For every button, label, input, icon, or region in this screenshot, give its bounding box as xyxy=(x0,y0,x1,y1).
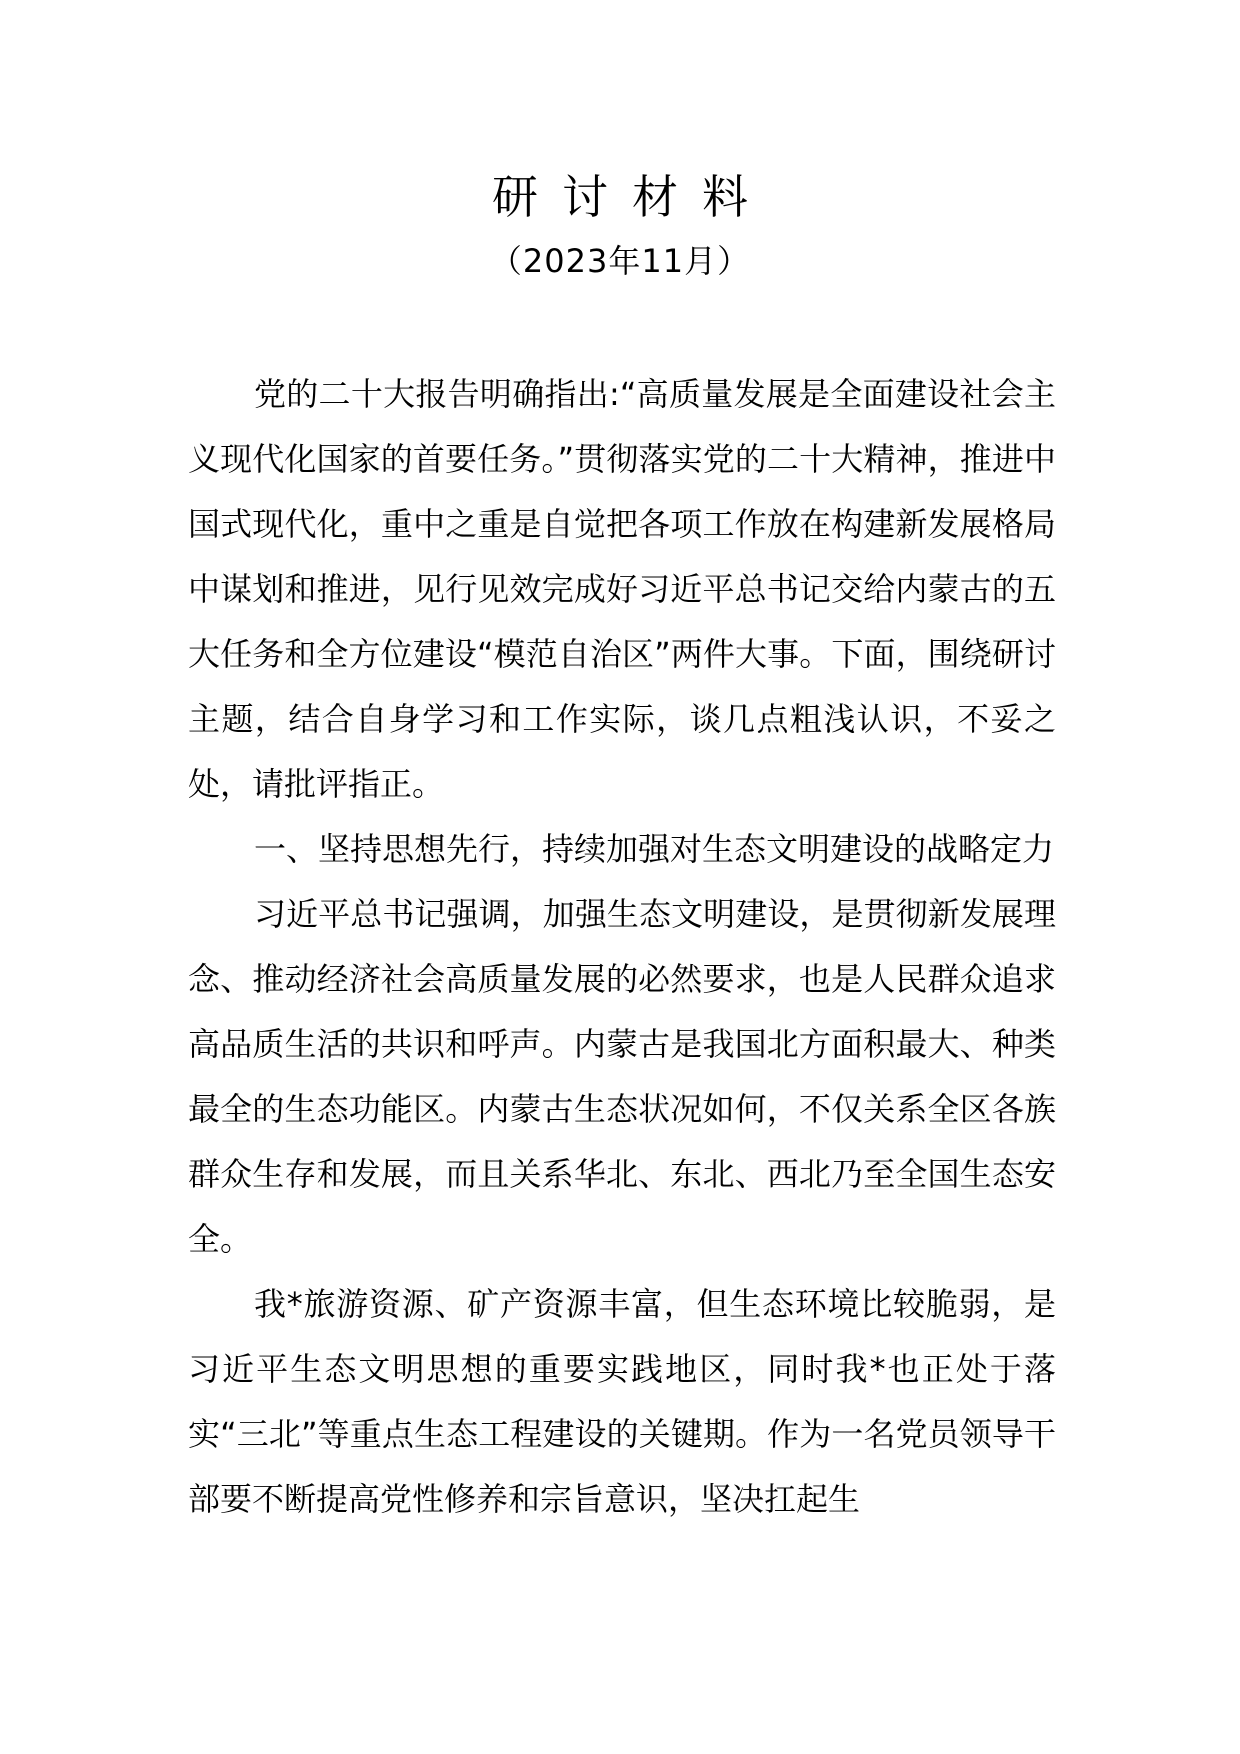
document-body xyxy=(188,362,1056,1532)
paragraph-local: 我*旅游资源、矿产资源丰富，但生态环境比较脆弱，是习近平生态文明思想的重要实践地区，同时我*也正处于落实“三北”等重点生态工程建设的关键期。作为一名党员领导干部要不断提高党性修养和宗旨意识，坚决扛起生 xyxy=(188,1285,1056,1518)
document-date: （2023年11月） xyxy=(489,242,751,280)
document-title: 研讨材料 xyxy=(492,170,772,224)
section-heading-1: 一、坚持思想先行，持续加强对生态文明建设的战略定力 xyxy=(254,830,1055,868)
paragraph-ecology: 习近平总书记强调，加强生态文明建设，是贯彻新发展理念、推动经济社会高质量发展的必然要求，也是人民群众追求高品质生活的共识和呼声。内蒙古是我国北方面积最大、种类最全的生态功能区。内蒙古生态状况如何，不仅关系全区各族群众生存和发展，而且关系华北、东北、西北乃至全国生态安全。 xyxy=(188,895,1056,1258)
paragraph-intro: 党的二十大报告明确指出:“高质量发展是全面建设社会主义现代化国家的首要任务。”贯彻落实党的二十大精神，推进中国式现代化，重中之重是自觉把各项工作放在构建新发展格局中谋划和推进，见行见效完成好习近平总书记交给内蒙古的五大任务和全方位建设“模范自治区”两件大事。下面，围绕研讨主题，结合自身学习和工作实际，谈几点粗浅认识，不妥之处，请批评指正。 xyxy=(188,375,1056,803)
